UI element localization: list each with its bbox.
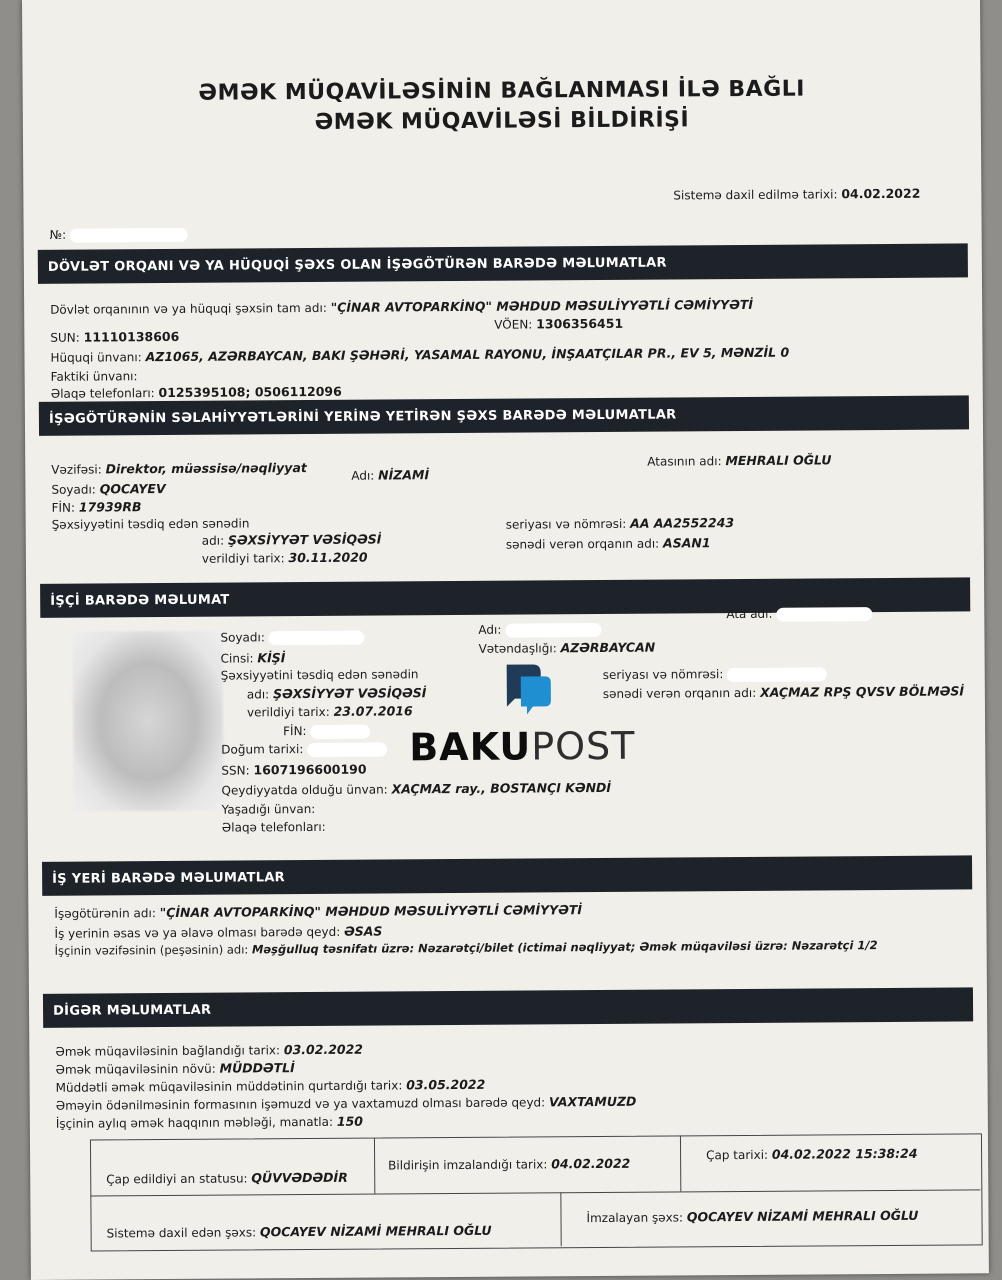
salary-line [56, 1114, 363, 1131]
system-date-value: 04.02.2022 [841, 185, 921, 202]
bakupost-watermark [409, 656, 650, 778]
sign-date-cell [388, 1156, 630, 1173]
rep-doc-name-value: ŞƏXSİYYƏT VƏSİQƏSİ [227, 531, 382, 548]
system-date-line [673, 186, 920, 203]
worker-reg-address-label: Qeydiyyatda olduğu ünvan: [221, 782, 388, 798]
workplace-main-value: ƏSAS [343, 923, 383, 939]
worker-fin-label: FİN: [283, 724, 307, 739]
pay-form-line [56, 1094, 637, 1113]
worker-gender-value: KİŞİ [257, 650, 286, 666]
rep-doc-name-line [202, 532, 382, 548]
workplace-employer-label: İşəgötürənin adı: [54, 906, 156, 921]
contract-end-line [56, 1077, 486, 1095]
worker-series-label: seriyası və nömrəsi: [602, 667, 724, 682]
rep-issuer-line [506, 535, 711, 551]
signed-by-value: QOCAYEV NİZAMİ MEHRALI OĞLU [686, 1207, 919, 1225]
wordmark-light: POST [531, 723, 636, 769]
worker-citizenship-value: AZƏRBAYCAN [560, 639, 656, 656]
redacted-fin [310, 724, 370, 738]
worker-surname-line [220, 630, 364, 646]
actual-address-line [51, 369, 138, 384]
rep-name-label: Adı: [351, 468, 375, 483]
worker-patronymic-line [726, 606, 872, 622]
salary-label: İşçinin aylıq əmək haqqının məbləği, manatla: [55, 1114, 334, 1131]
bakupost-wordmark [409, 724, 635, 770]
rep-name-line [351, 467, 429, 483]
employer-name-line [50, 297, 753, 317]
workplace-main-label: İş yerinin əsas və ya əlavə olması barədə qeyd: [54, 924, 341, 941]
contract-date-label: Əmək müqaviləsinin bağlandığı tarix: [55, 1043, 281, 1059]
worker-section-header: İŞÇİ BARƏDƏ MƏLUMAT [40, 577, 970, 617]
worker-issue-date-label: verildiyi tarix: [246, 704, 330, 720]
worker-issuer-line [603, 683, 964, 701]
print-date-label: Çap tarixi: [706, 1147, 769, 1163]
rep-issue-date-line [202, 550, 368, 566]
rep-position-line [51, 460, 307, 477]
rep-fin-line [51, 499, 141, 515]
worker-gender-line [221, 650, 286, 665]
worker-name-label: Adı: [478, 622, 502, 637]
worker-gender-label: Cinsi: [220, 651, 254, 666]
workplace-employer-line [54, 902, 582, 921]
voen-line [494, 316, 623, 332]
print-date-value: 04.02.2022 15:38:24 [771, 1145, 918, 1162]
employer-name-value: "ÇİNAR AVTOPARKİNQ" MƏHDUD MƏSULİYYƏTLİ CƏMİYYƏTİ [330, 296, 754, 315]
worker-issuer-label: sənədi verən orqanın adı: [602, 685, 757, 701]
rep-fin-label: FİN: [51, 500, 76, 515]
contract-end-label: Müddətli əmək müqaviləsinin müddətinin qurtardığı tarix: [55, 1078, 403, 1095]
redacted-series [727, 667, 827, 682]
redacted-name [505, 622, 601, 637]
rep-patronymic-label: Atasının adı: [647, 454, 722, 469]
workplace-main-line [54, 924, 382, 941]
contract-date-line [55, 1042, 363, 1059]
worker-issuer-value: XAÇMAZ RPŞ QVSV BÖLMƏSİ [759, 683, 965, 700]
worker-ssn-label: SSN: [221, 763, 250, 778]
worker-fin-line [283, 724, 370, 739]
rep-name-value: NİZAMİ [378, 467, 430, 483]
employer-name-label: Dövlət orqanının və ya hüquqi şəxsin tam adı: [50, 300, 327, 317]
pay-form-value: VAXTAMUZD [548, 1093, 637, 1110]
number-label: №: [49, 227, 67, 242]
contract-type-label: Əmək müqaviləsinin növü: [55, 1061, 216, 1077]
employer-section-header: DÖVLƏT ORQANI VƏ YA HÜQUQİ ŞƏXS OLAN İŞƏGÖTÜRƏN BARƏDƏ MƏLUMATLAR [38, 243, 968, 283]
worker-issue-date-value: 23.07.2016 [333, 703, 413, 719]
voen-label: VÖEN: [494, 317, 533, 332]
workplace-position-line [55, 938, 878, 958]
worker-birth-line [221, 741, 387, 757]
employer-phone-line [51, 384, 342, 401]
workplace-section-header: İŞ YERİ BARƏDƏ MƏLUMATLAR [42, 855, 972, 895]
rep-position-label: Vəzifəsi: [51, 462, 102, 477]
entered-by-cell [107, 1223, 492, 1241]
rep-patronymic-line [647, 452, 831, 468]
salary-value: 150 [336, 1113, 363, 1129]
worker-reg-address-value: XAÇMAZ ray., BOSTANÇI KƏNDİ [391, 779, 612, 797]
worker-citizenship-label: Vətəndaşlığı: [478, 641, 557, 656]
title-line-2: ƏMƏK MÜQAVİLƏSİ BİLDİRİŞİ [314, 107, 690, 135]
redacted-surname [269, 630, 365, 645]
employer-phone-label: Əlaqə telefonları: [50, 386, 155, 401]
representative-section-header: İŞƏGÖTÜRƏNİN SƏLAHİYYƏTLƏRİNİ YERİNƏ YETİRƏN ŞƏXS BARƏDƏ MƏLUMATLAR [39, 395, 969, 435]
rep-series-value: AA AA2552243 [630, 515, 735, 531]
contract-end-value: 03.05.2022 [406, 1076, 486, 1093]
print-status-value: QÜVVƏDƏDİR [251, 1169, 348, 1186]
worker-doc-name-line [247, 685, 427, 701]
bakupost-logo-icon [503, 660, 553, 716]
workplace-employer-value: "ÇİNAR AVTOPARKİNQ" MƏHDUD MƏSULİYYƏTLİ CƏMİYYƏTİ [159, 902, 583, 921]
contract-type-line [55, 1060, 294, 1077]
entered-by-label: Sistemə daxil edən şəxs: [106, 1225, 257, 1241]
worker-patronymic-label: Ata adı: [726, 606, 773, 622]
worker-living-address-line [222, 802, 316, 817]
rep-issue-date-label: verildiyi tarix: [201, 551, 285, 566]
rep-doc-name-label: adı: [201, 533, 225, 548]
legal-address-value: AZ1065, AZƏRBAYCAN, BAKI ŞƏHƏRİ, YASAMAL RAYONU, İNŞAATÇILAR PR., EV 5, MƏNZİL 0 [145, 344, 790, 365]
voen-value: 1306356451 [536, 315, 624, 332]
worker-ssn-line [221, 762, 366, 778]
other-section-header: DİGƏR MƏLUMATLAR [43, 987, 973, 1027]
contract-type-value: MÜDDƏTLİ [219, 1060, 295, 1076]
sun-line [50, 329, 179, 345]
rep-issuer-value: ASAN1 [662, 535, 711, 551]
rep-surname-value: QOCAYEV [99, 481, 166, 497]
worker-surname-label: Soyadı: [220, 630, 265, 645]
sun-label: SUN: [50, 330, 80, 345]
legal-address-label: Hüquqi ünvanı: [50, 350, 142, 365]
redacted-patronymic [776, 607, 872, 622]
rep-fin-value: 17939RB [78, 499, 142, 515]
rep-patronymic-value: MEHRALI OĞLU [725, 452, 832, 469]
system-date-label: Sistemə daxil edilmə tarixi: [673, 187, 838, 203]
pay-form-label: Əməyin ödənilməsinin formasının işəmuzd və ya vaxtamuzd olması barədə qeyd: [55, 1095, 546, 1113]
print-status-label: Çap edildiyi an statusu: [106, 1171, 248, 1187]
worker-reg-address-line [221, 780, 611, 798]
worker-name-line [478, 622, 601, 637]
rep-series-line [506, 515, 735, 532]
worker-issue-date-line [247, 703, 413, 719]
rep-position-value: Direktor, müəssisə/nəqliyyat [105, 460, 307, 477]
worker-citizenship-line [478, 640, 655, 656]
employer-phone-value: 0125395108; 0506112096 [158, 383, 342, 401]
sun-value: 11110138606 [83, 328, 180, 345]
rep-id-doc-label: Şəxsiyyətini təsdiq edən sənədin [51, 516, 250, 532]
worker-doc-name-value: ŞƏXSİYYƏT VƏSİQƏSİ [272, 685, 427, 702]
worker-photo-blurred [72, 631, 223, 812]
sign-date-value: 04.02.2022 [551, 1155, 631, 1172]
rep-surname-line [51, 481, 165, 497]
contract-date-value: 03.02.2022 [283, 1041, 364, 1058]
worker-phone-line [222, 820, 326, 835]
rep-issue-date-value: 30.11.2020 [288, 549, 368, 566]
wordmark-bold: BAKU [409, 724, 532, 770]
print-status-cell [106, 1170, 348, 1187]
worker-id-doc-line [221, 667, 419, 682]
workplace-position-label: İşçinin vəzifəsinin (peşəsinin) adı: [54, 942, 249, 958]
legal-address-line [50, 345, 789, 365]
redacted-number [70, 227, 188, 242]
title-line-1: ƏMƏK MÜQAVİLƏSİNİN BAĞLANMASI İLƏ BAĞLI [198, 76, 806, 106]
entered-by-value: QOCAYEV NİZAMİ MEHRALI OĞLU [259, 1222, 492, 1240]
rep-id-doc-line [52, 516, 250, 531]
print-date-cell [706, 1146, 918, 1162]
workplace-position-value: Məşğulluq təsnifatı üzrə: Nəzarətçi/bilet (ictimai nəqliyyat; Əmək müqaviləsi üzrə: Nəzarətçi 1/2 [251, 938, 878, 957]
worker-phone-label: Əlaqə telefonları: [221, 819, 326, 835]
redacted-birth-date [307, 742, 387, 757]
number-line [50, 227, 188, 242]
document-title [23, 73, 981, 140]
worker-doc-name-label: adı: [246, 687, 270, 702]
worker-ssn-value: 1607196600190 [253, 761, 367, 778]
sign-date-label: Bildirişin imzalandığı tarix: [388, 1157, 548, 1173]
signed-by-label: İmzalayan şəxs: [586, 1210, 684, 1226]
worker-living-address-label: Yaşadığı ünvan: [221, 801, 316, 817]
worker-id-doc-label: Şəxsiyyətini təsdiq edən sənədin [220, 667, 419, 683]
rep-surname-label: Soyadı: [51, 482, 96, 497]
worker-birth-label: Doğum tarixi: [221, 742, 304, 757]
signed-by-cell [586, 1208, 918, 1225]
actual-address-label: Faktiki ünvanı: [50, 369, 138, 384]
rep-issuer-label: sənədi verən orqanın adı: [505, 536, 660, 552]
document-sheet [22, 0, 989, 1280]
rep-series-label: seriyası və nömrəsi: [505, 516, 627, 532]
